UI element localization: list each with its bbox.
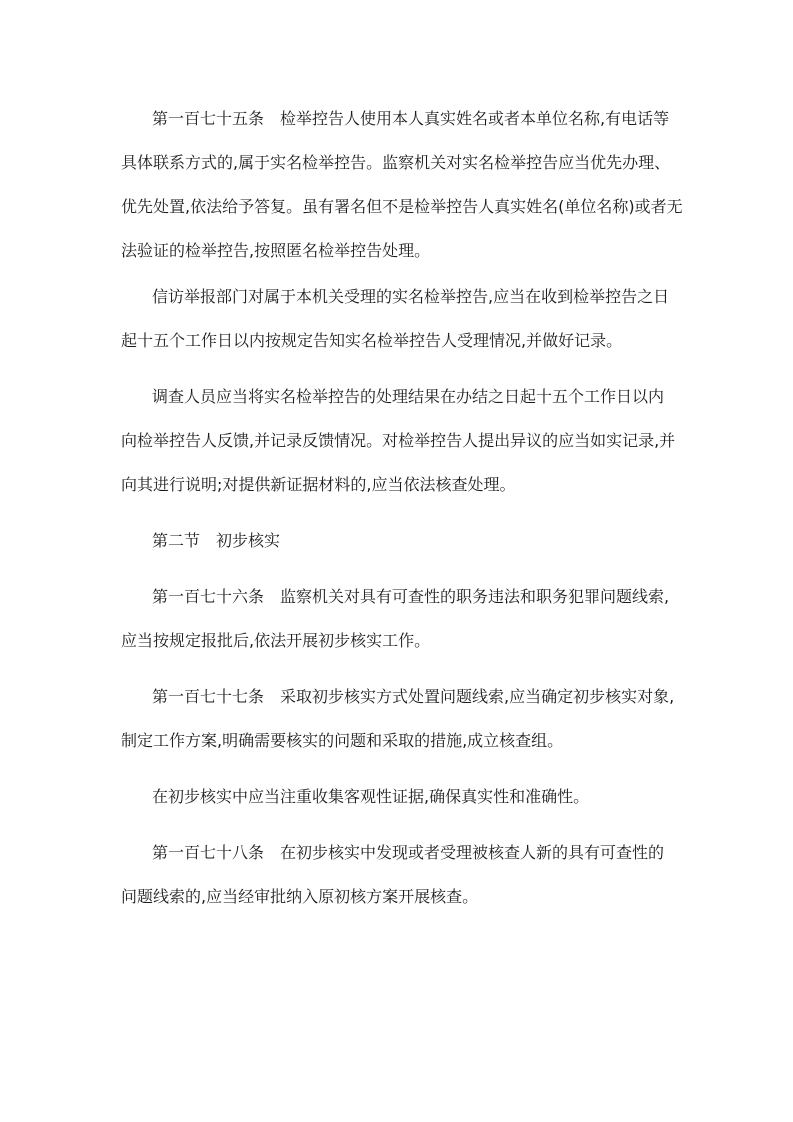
diaocha-line-1: 调查人员应当将实名检举控告的处理结果在办结之日起十五个工作日以内 [152,387,665,406]
xinfang-line-2: 起十五个工作日以内按规定告知实名检举控告人受理情况,并做好记录。 [121,331,623,350]
article-177-line-2: 制定工作方案,明确需要核实的问题和采取的措施,成立核查组。 [121,731,564,750]
article-176-number: 第一百七十六条 [152,587,265,606]
section-2-number: 第二节 [152,531,201,550]
diaocha-line-2: 向检举控告人反馈,并记录反馈情况。对检举控告人提出异议的应当如实记录,并 [121,431,676,450]
section-2-heading [152,531,280,551]
article-177-line-1 [152,687,674,707]
article-175-line-4: 法验证的检举控告,按照匿名检举控告处理。 [121,241,431,260]
article-175-line-2: 具体联系方式的,属于实名检举控告。监察机关对实名检举控告应当优先办理、 [121,153,671,172]
xinfang-line-1: 信访举报部门对属于本机关受理的实名检举控告,应当在收到检举控告之日 [152,287,670,306]
article-177-text-1: 采取初步核实方式处置问题线索,应当确定初步核实对象, [280,687,675,706]
article-176-line-1 [152,587,669,607]
article-177-number: 第一百七十七条 [152,687,265,706]
article-178-text-1: 在初步核实中发现或者受理被核查人新的具有可查性的 [280,843,665,862]
article-175-text-1: 检举控告人使用本人真实姓名或者本单位名称,有电话等 [280,109,670,128]
article-178-line-1 [152,843,664,863]
section-2-title: 初步核实 [216,531,281,550]
article-175-line-1 [152,109,669,129]
article-176-line-2: 应当按规定报批后,依法开展初步核实工作。 [121,631,431,650]
zaichubu-line-1: 在初步核实中应当注重收集客观性证据,确保真实性和准确性。 [152,787,590,806]
article-178-line-2: 问题线索的,应当经审批纳入原初核方案开展核查。 [121,887,479,906]
article-175-line-3: 优先处置,依法给予答复。虽有署名但不是检举控告人真实姓名(单位名称)或者无 [121,197,683,216]
article-176-text-1: 监察机关对具有可查性的职务违法和职务犯罪问题线索, [280,587,670,606]
diaocha-line-3: 向其进行说明;对提供新证据材料的,应当依法核查处理。 [121,475,516,494]
article-175-number: 第一百七十五条 [152,109,265,128]
article-178-number: 第一百七十八条 [152,843,265,862]
